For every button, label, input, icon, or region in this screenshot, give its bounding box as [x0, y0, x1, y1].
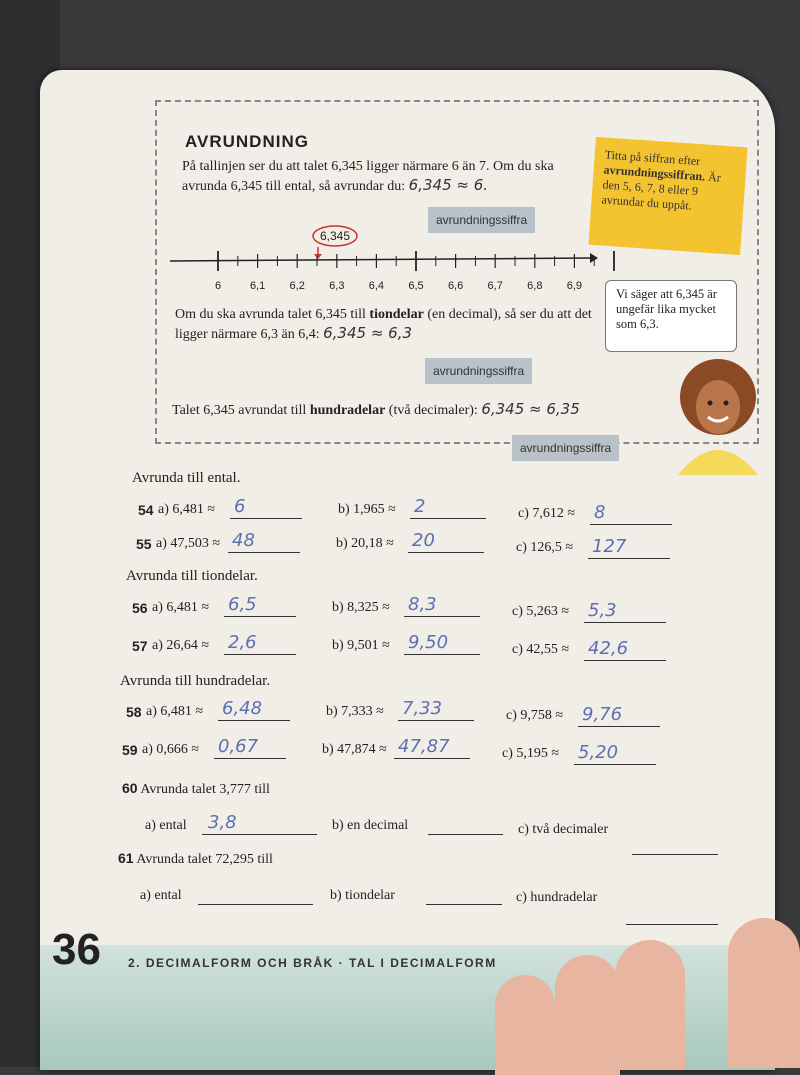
part-a-label: a) 26,64 ≈: [152, 638, 210, 653]
part-c-answer: 127: [592, 536, 627, 557]
part-c-label: c) 9,758 ≈: [506, 708, 564, 723]
part-a-field[interactable]: [230, 496, 302, 519]
q61-c-field[interactable]: [626, 910, 718, 925]
part-b-field[interactable]: [404, 632, 480, 655]
tenths-bold: tiondelar: [369, 307, 424, 322]
tick-label: 6,6: [447, 280, 464, 292]
q61-a: a) ental: [140, 888, 182, 903]
tick-group: [215, 251, 617, 292]
speech-bubble: Vi säger att 6,345 är ungefär lika mycket som 6,3.: [605, 280, 737, 352]
q61-number: 61: [118, 850, 134, 866]
axis-line: [170, 258, 590, 261]
hundredths-formula: 6,345 ≈ 6,35: [481, 400, 580, 418]
q60-b-field[interactable]: [428, 820, 503, 835]
q60-b: b) en decimal: [332, 818, 409, 833]
marker-label: 6,345: [319, 229, 351, 243]
exercise-number: 59: [122, 742, 138, 758]
marker-arrowhead: [314, 254, 322, 259]
tenths-post: (en decimal), så ser du att det ligger närmare 6,3 än 6,4:: [175, 307, 592, 342]
intro-formula: 6,345 ≈ 6.: [408, 176, 489, 194]
q61-b: b) tiondelar: [330, 888, 395, 903]
part-c-label: c) 5,195 ≈: [502, 746, 560, 761]
tick-label: 6,7: [487, 280, 503, 292]
eye-right: [724, 401, 729, 406]
eye-left: [708, 401, 713, 406]
part-b-label: b) 9,501 ≈: [332, 638, 390, 653]
part-b-answer: 7,33: [402, 698, 443, 719]
q61-text: Avrunda talet 72,295 till: [136, 852, 273, 867]
tip-note: [588, 137, 747, 255]
part-b-field[interactable]: [398, 698, 474, 721]
box-title: AVRUNDNING: [185, 132, 309, 151]
part-b-answer: 2: [414, 496, 426, 517]
part-a-label: a) 47,503 ≈: [156, 536, 221, 551]
part-b-answer: 20: [412, 530, 435, 551]
finger-4: [728, 918, 800, 1068]
part-b-label: b) 8,325 ≈: [332, 600, 390, 615]
part-b-field[interactable]: [394, 736, 470, 759]
tip-post: Är den 5, 6, 7, 8 eller 9 avrundar du uppåt.: [601, 169, 722, 213]
hundredths-text: [172, 400, 652, 420]
part-a-answer: 6: [234, 496, 246, 517]
page-number: 36: [52, 925, 101, 974]
number-line: [160, 225, 600, 300]
tick-label: 6,8: [527, 280, 543, 292]
part-a-answer: 48: [232, 530, 255, 551]
part-c-field[interactable]: [588, 536, 670, 559]
tick-label: 6,2: [289, 280, 305, 292]
part-b-label: b) 47,874 ≈: [322, 742, 387, 757]
part-b-field[interactable]: [408, 530, 484, 553]
part-b-field[interactable]: [404, 594, 480, 617]
tick-label: 6,1: [249, 280, 266, 292]
q61-a-field[interactable]: [198, 890, 313, 905]
part-c-field[interactable]: [584, 600, 666, 623]
intro-sentence: På tallinjen ser du att talet 6,345 ligger närmare 6 än 7. Om du ska avrunda 6,345 till ental, så avrundar du:: [182, 159, 554, 194]
part-b-label: b) 20,18 ≈: [336, 536, 394, 551]
hundredths-pre: Talet 6,345 avrundat till: [172, 403, 310, 418]
part-a-answer: 0,67: [218, 736, 259, 757]
exercise-number: 57: [132, 638, 148, 654]
part-c-label: c) 42,55 ≈: [512, 642, 570, 657]
face-shape: [696, 380, 740, 434]
finger-1: [495, 975, 555, 1075]
part-a-label: a) 6,481 ≈: [152, 600, 210, 615]
exercise-number: 58: [126, 704, 142, 720]
exercise-number: 55: [136, 536, 152, 552]
section-heading: Avrunda till tiondelar.: [126, 568, 258, 584]
part-c-answer: 5,20: [578, 742, 619, 763]
part-c-answer: 8: [594, 502, 606, 523]
part-b-answer: 8,3: [408, 594, 437, 615]
part-b-label: b) 1,965 ≈: [338, 502, 396, 517]
part-a-answer: 6,5: [228, 594, 257, 615]
q60-c-field[interactable]: [632, 840, 718, 855]
part-b-field[interactable]: [410, 496, 486, 519]
tip-pre: Titta på siffran efter: [604, 147, 701, 169]
chapter-title: 2. DECIMALFORM OCH BRÅK · TAL I DECIMALFORM: [128, 956, 497, 970]
section-heading: Avrunda till hundradelar.: [120, 673, 271, 689]
part-c-field[interactable]: [578, 704, 660, 727]
q60-number: 60: [122, 780, 138, 796]
q61-c: c) hundradelar: [516, 890, 598, 905]
part-c-label: c) 7,612 ≈: [518, 506, 576, 521]
part-a-field[interactable]: [218, 698, 290, 721]
part-b-label: b) 7,333 ≈: [326, 704, 384, 719]
part-c-label: c) 5,263 ≈: [512, 604, 570, 619]
part-a-answer: 6,48: [222, 698, 263, 719]
part-a-field[interactable]: [228, 530, 300, 553]
part-b-answer: 9,50: [408, 632, 449, 653]
tag-avrundningssiffra-2: avrundningssiffra: [425, 358, 532, 384]
part-c-field[interactable]: [584, 638, 666, 661]
section-heading: Avrunda till ental.: [132, 470, 241, 486]
part-a-label: a) 0,666 ≈: [142, 742, 200, 757]
part-c-answer: 9,76: [582, 704, 623, 725]
part-c-answer: 5,3: [588, 600, 617, 621]
part-a-field[interactable]: [224, 594, 296, 617]
tick-label: 6: [214, 280, 222, 292]
part-c-field[interactable]: [574, 742, 656, 765]
part-a-label: a) 6,481 ≈: [158, 502, 216, 517]
part-c-field[interactable]: [590, 502, 672, 525]
part-a-answer: 2,6: [228, 632, 257, 653]
q60-a: a) ental: [145, 818, 187, 833]
q61-b-field[interactable]: [426, 890, 502, 905]
tip-bold: avrundningssiffran.: [603, 162, 706, 184]
tick-label: 6,5: [408, 280, 424, 292]
tick-label: 6,9: [566, 280, 583, 292]
q60-c: c) två decimaler: [518, 822, 609, 837]
tag-avrundningssiffra-1: avrundningssiffra: [428, 207, 535, 233]
intro-text: [182, 158, 582, 196]
hundredths-bold: hundradelar: [309, 403, 386, 418]
exercise-number: 56: [132, 600, 148, 616]
tick-label: 6,4: [368, 280, 385, 292]
part-b-answer: 47,87: [398, 736, 450, 757]
q60-heading: [122, 780, 270, 798]
part-c-label: c) 126,5 ≈: [516, 540, 574, 555]
part-a-field[interactable]: [224, 632, 296, 655]
textbook-page: [40, 70, 775, 1070]
q60-a-answer: 3,8: [208, 812, 237, 833]
hundredths-post: (två decimaler):: [385, 403, 478, 418]
tenths-text: [175, 306, 595, 344]
tenths-formula: 6,345 ≈ 6,3: [323, 324, 413, 342]
part-c-answer: 42,6: [588, 638, 629, 659]
q61-heading: [118, 850, 273, 868]
q60-text: Avrunda talet 3,777 till: [140, 782, 270, 797]
exercise-number: 54: [138, 502, 154, 518]
shirt-shape: [678, 450, 758, 475]
tick-label: 6,3: [329, 280, 345, 292]
tenths-pre: Om du ska avrunda talet 6,345 till: [175, 307, 370, 322]
part-a-label: a) 6,481 ≈: [146, 704, 204, 719]
q60-a-field[interactable]: [202, 812, 317, 835]
part-a-field[interactable]: [214, 736, 286, 759]
student-illustration: [668, 355, 768, 475]
finger-2: [555, 955, 620, 1075]
tag-avrundningssiffra-3: avrundningssiffra: [512, 435, 619, 461]
finger-3: [615, 940, 685, 1070]
